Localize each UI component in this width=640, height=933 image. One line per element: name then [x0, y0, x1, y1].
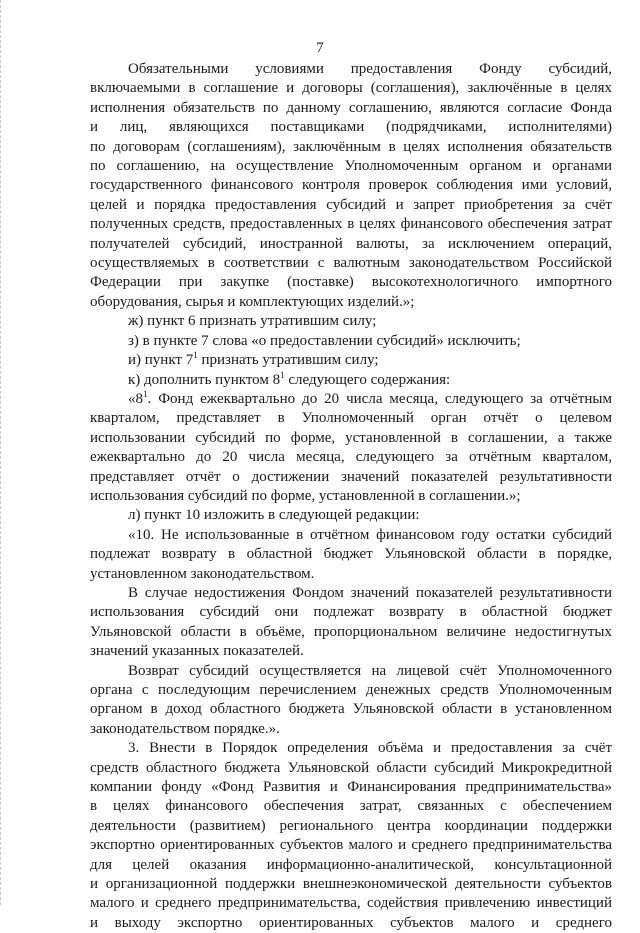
text-line: установленном законодательством.: [90, 565, 315, 582]
text-line: з) в пункте 7 слова «о предоставлении субсидий» исключить;: [128, 332, 521, 349]
text-line: ж) пункт 6 признать утратившим силу;: [128, 313, 377, 330]
text-line: значений указанных показателей.: [90, 643, 304, 660]
text-line: ежеквартально до 20 числа месяца, следующего за отчётным кварталом,: [90, 449, 612, 466]
line-text: признать утратившим силу;: [197, 352, 379, 369]
text-line: [90, 351, 612, 370]
superscript: 1: [143, 388, 148, 399]
text-line: компании фонду «Фонд Развития и Финансирования предпринимательства»: [90, 779, 612, 796]
text-line: и выходу экспортно ориентированных субъектов малого и среднего: [90, 914, 612, 931]
text-line: представляет отчёт о достижении значений показателей результативности: [90, 468, 612, 485]
text-line: и организационной поддержки внешнеэкономической деятельности субъектов: [90, 876, 612, 893]
text-line: 3. Внести в Порядок определения объёма и предоставления за счёт: [128, 740, 612, 757]
text-line: законодательством порядке.».: [90, 720, 280, 737]
superscript: 1: [280, 369, 285, 380]
text-line: включаемыми в соглашение и договоры (соглашения), заключённые в целях: [90, 80, 612, 97]
text-line: л) пункт 10 изложить в следующей редакции:: [128, 507, 420, 524]
line-text: «8: [128, 390, 143, 407]
text-line: в целях финансового обеспечения затрат, связанных с обеспечением: [90, 798, 612, 815]
line-text: к) дополнить пунктом 8: [128, 371, 281, 388]
text-line: по договорам (соглашениям), заключённым в целях исполнения обязательств: [90, 138, 612, 155]
text-line: использования субсидий по форме, установленной в соглашении.»;: [90, 487, 521, 504]
text-line: Возврат субсидий осуществляется на лицевой счёт Уполномоченного: [128, 662, 612, 679]
line-text: . Фонд ежеквартально до 20 числа месяца, следующего за отчётным: [147, 390, 612, 407]
text-line: государственного финансового контроля проверок соблюдения ими условий,: [90, 177, 612, 194]
text-line: исполнения обязательств по данному соглашению, являются согласие Фонда: [90, 99, 612, 116]
text-line: Обязательными условиями предоставления Фонду субсидий,: [128, 61, 612, 77]
text-line: оборудования, сырья и комплектующих изделий.»;: [90, 293, 415, 310]
text-line: кварталом, представляет в Уполномоченный орган отчёт о целевом: [90, 410, 612, 427]
text-line: по соглашению, на осуществление Уполномоченным органом и органами: [90, 158, 612, 175]
page-number: 7: [316, 40, 324, 56]
text-line: [90, 371, 612, 390]
text-line: Ульяновской области в объёме, пропорциональном величине недостигнутых: [90, 623, 612, 640]
text-line: В случае недостижения Фондом значений показателей результативности: [128, 584, 612, 601]
text-line: осуществляемых в соответствии с валютным законодательством Российской: [90, 255, 612, 272]
superscript: 1: [193, 350, 198, 361]
text-line: малого и среднего предпринимательства, содействия привлечению инвестиций: [90, 895, 612, 912]
text-line: целей и порядка предоставления субсидий и запрет приобретения за счёт: [90, 196, 612, 213]
text-line: подлежат возврату в областной бюджет Ульяновской области в порядке,: [90, 546, 612, 563]
scan-edge: [0, 0, 7, 905]
line-text: следующего содержания:: [284, 371, 451, 388]
line-text: и) пункт 7: [128, 352, 194, 369]
text-line: деятельности (развитием) регионального центра координации поддержки: [90, 817, 612, 834]
text-line: полученных средств, предоставленных в целях финансового обеспечения затрат: [90, 216, 612, 233]
text-line: и лиц, являющихся поставщиками (подрядчиками, исполнителями): [90, 119, 612, 136]
text-line: экспортно ориентированных субъектов малого и среднего предпринимательства: [90, 837, 612, 854]
text-line: получателей субсидий, иностранной валюты, за исключением операций,: [90, 235, 612, 252]
text-line: для целей оказания информационно-аналитической, консультационной: [90, 856, 612, 873]
text-line: использования субсидий они подлежат возврату в областной бюджет: [90, 604, 612, 621]
text-line: органа с последующим перечислением денежных средств Уполномоченным: [90, 682, 612, 698]
text-line: средств областного бюджета Ульяновской области субсидий Микрокредитной: [90, 759, 612, 776]
text-line: «10. Не использованные в отчётном финансовом году остатки субсидий: [128, 526, 612, 543]
text-line: использовании субсидий по форме, установленной в соглашении, а также: [90, 429, 612, 446]
text-line: [90, 390, 612, 409]
text-line: Федерации при закупке (поставке) высокотехнологичного импортного: [90, 274, 612, 291]
document-body: [90, 60, 612, 933]
text-line: органом в доход областного бюджета Ульяновской области в установленном: [90, 701, 612, 718]
